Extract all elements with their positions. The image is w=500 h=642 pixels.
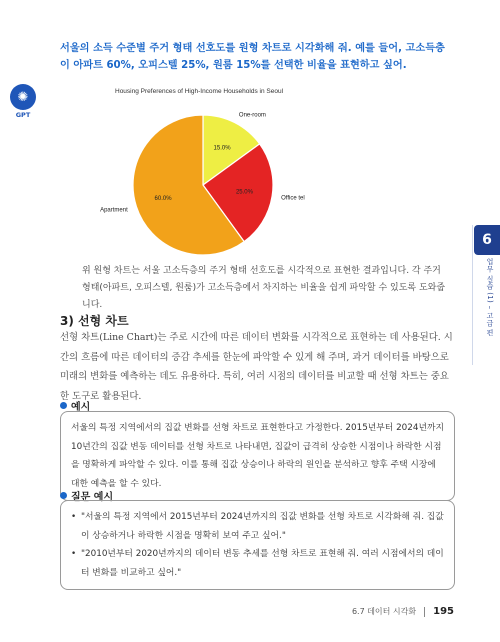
section-body: 선형 차트(Line Chart)는 주로 시간에 따른 데이터 변화를 시각적으로 표현하는 데 사용된다. 시간의 흐름에 따른 데이터의 증감 추세를 한눈에 파악할 수 있게 해 주며, 과거 데이터를 바탕으로 미래의 변화를 예측하는 데도 유용하다. 특히, 여러 시점의 데이터를 비교할 때 선형 차트는 중요한 도구로 활용된다. bbox=[60, 332, 453, 402]
bullet-dot-icon bbox=[60, 402, 67, 409]
chapter-tab: 6 bbox=[474, 225, 500, 255]
footer-divider bbox=[424, 607, 425, 617]
side-divider bbox=[472, 225, 473, 365]
page-number: 195 bbox=[433, 606, 454, 617]
slice-category-label: Apartment bbox=[100, 207, 128, 214]
chart-description: 위 원형 차트는 서울 고소득층의 주거 형태 선호도를 시각적으로 표현한 결과입니다. 각 주거 형태(아파트, 오피스텔, 원룸)가 고소득층에서 차지하는 비율을 쉽게 파악할 수 있도록 도와줍니다. bbox=[82, 266, 446, 310]
gpt-badge-label: GPT bbox=[15, 111, 31, 119]
slice-value-label: 25.0% bbox=[235, 189, 253, 196]
question-list bbox=[71, 508, 446, 582]
chapter-label: 업무 실습 (1) – 고급 편 bbox=[486, 258, 494, 337]
question-examples-heading-text: 질문 예시 bbox=[71, 492, 114, 503]
slice-value-label: 60.0% bbox=[154, 195, 172, 202]
pie-chart bbox=[100, 86, 335, 256]
list-item: • "2010년부터 2020년까지의 데이터 변동 추세를 선형 차트로 표현해 줘. 여러 시점에서의 데이터 변화를 비교하고 싶어." bbox=[71, 545, 446, 582]
footer-section-label: 6.7 데이터 시각화 bbox=[351, 607, 417, 616]
slice-category-label: One-room bbox=[238, 112, 266, 119]
question-examples-box bbox=[60, 500, 455, 590]
list-item: • "서울의 특정 지역에서 2015년부터 2024년까지의 집값 변화를 선형 차트로 시각화해 줘. 집값이 상승하거나 하락한 시점을 명확히 보여 주고 싶어." bbox=[71, 508, 446, 545]
section-heading: 3) 선형 차트 bbox=[60, 314, 129, 328]
slice-category-label: Office tel bbox=[281, 195, 305, 202]
chart-title: Housing Preferences of High-Income Households in Seoul bbox=[115, 88, 284, 95]
page-footer bbox=[352, 606, 454, 617]
gpt-logo-icon: ✺ bbox=[10, 84, 36, 110]
bullet-dot-icon bbox=[60, 492, 67, 499]
example-text: 서울의 특정 지역에서의 집값 변화를 선형 차트로 표현한다고 가정한다. 2015년부터 2024년까지 10년간의 집값 변동 데이터를 선형 차트로 나타내면, 집값이 급격히 상승한 시점이나 하락한 시점을 명확하게 파악할 수 있다. 이를 통해 집값 상승이나 하락의 원인을 분석하고 향후 주택 시장에 대한 예측을 할 수 있다. bbox=[71, 423, 444, 489]
user-prompt: 서울의 소득 수준별 주거 형태 선호도를 원형 차트로 시각화해 줘. 예를 들어, 고소득층이 아파트 60%, 오피스텔 25%, 원룸 15%를 선택한 비율을 표현하고 싶어. bbox=[60, 43, 445, 71]
example-box bbox=[60, 411, 455, 501]
slice-value-label: 15.0% bbox=[213, 145, 231, 152]
example-heading-text: 예시 bbox=[71, 402, 91, 413]
